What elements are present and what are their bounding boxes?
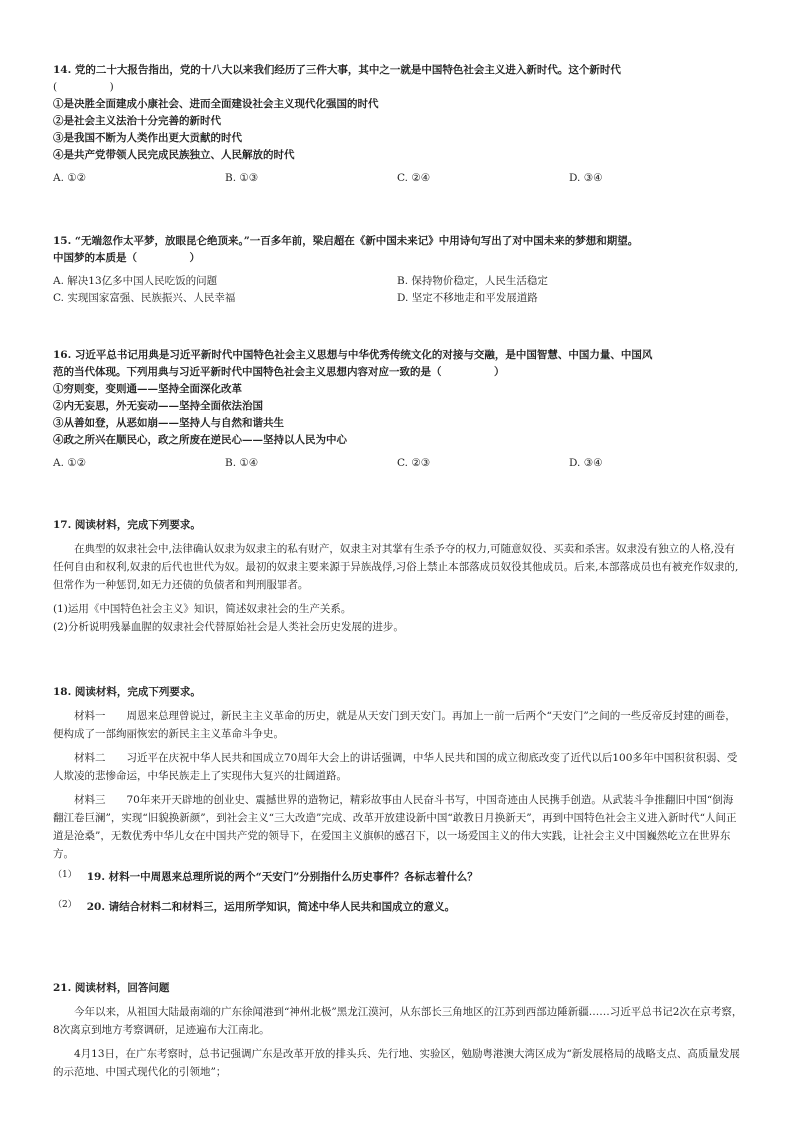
question-14-stem-line2: ( ) [53,81,114,93]
question-18-material-1: 材料一 周恩来总理曾说过，新民主主义革命的历史，就是从天安门到天安门。再加上一前一后两个“天安门”之间的一些反帝反封建的画卷，便构成了一部绚丽恢宏的新民主主义革命斗争史。 [53,710,736,740]
question-15 [53,233,753,307]
question-18-sub-2 [53,899,753,917]
question-16-stem-line1: 16. 习近平总书记用典是习近平新时代中国特色社会主义思想与中华优秀传统文化的对接与交融，是中国智慧、中国力量、中国风 [53,349,653,361]
sub-number: （2） [53,900,77,910]
question-17-material: 在典型的奴隶社会中,法律确认奴隶为奴隶主的私有财产，奴隶主对其掌有生杀予夺的权力,可随意奴役、买卖和杀害。奴隶没有独立的人格,没有任何自由和权利,奴隶的后代也世代为奴。最初的奴隶主要来源于异族战俘,习俗上禁止本部落成员奴役其他成员。后来,本部落成员也有被充作奴隶的,但常作为一种惩罚,如无力还债的负债者和判刑服罪者。 [53,543,739,591]
question-15-options-row1 [53,273,753,290]
question-18-stem: 18. 阅读材料，完成下列要求。 [53,686,201,698]
question-15-stem-line1: 15. “无端忽作太平梦，放眼昆仑绝顶来。”一百多年前，梁启超在《新中国未来记》中用诗句写出了对中国未来的梦想和期望。 [53,235,639,247]
question-17-sub-1: (1)运用《中国特色社会主义》知识，简述奴隶社会的生产关系。 [53,603,352,615]
question-16-item-2: ②内无妄思，外无妄动——坚持全面依法治国 [53,400,263,412]
question-18-material-2: 材料二 习近平在庆祝中华人民共和国成立70周年大会上的讲话强调，中华人民共和国的成立彻底改变了近代以后100多年中国积贫积弱、受人欺凌的悲惨命运，中华民族走上了实现伟大复兴的壮阔道路。 [53,752,738,782]
question-16-item-3: ③从善如登，从恶如崩——坚持人与自然和谐共生 [53,417,284,429]
question-16-item-1: ①穷则变，变则通——坚持全面深化改革 [53,383,242,395]
question-17-sub-2: (2)分析说明残暴血腥的奴隶社会代替原始社会是人类社会历史发展的进步。 [53,621,404,633]
question-14 [53,62,753,187]
sub-number: （1） [53,870,77,880]
question-21-stem: 21. 阅读材料，回答问题 [53,982,170,994]
question-14-stem-line1: 14. 党的二十大报告指出，党的十八大以来我们经历了三件大事，其中之一就是中国特色社会主义进入新时代。这个新时代 [53,64,621,76]
option-c[interactable]: C. ②③ [397,457,431,469]
option-d[interactable]: D. 坚定不移地走和平发展道路 [397,292,538,304]
question-16-stem-line2: 范的当代体现。下列用典与习近平新时代中国特色社会主义思想内容对应一致的是（ ） [53,366,505,378]
question-21 [53,980,753,1081]
option-c[interactable]: C. ②④ [397,172,431,184]
option-b[interactable]: B. 保持物价稳定，人民生活稳定 [397,275,548,287]
question-21-paragraph-1: 今年以来，从祖国大陆最南端的广东徐闻港到“神州北极”黑龙江漠河，从东部长三角地区的江苏到西部边陲新疆……习近平总书记2次在京考察，8次离京到地方考察调研，足迹遍布大江南北。 [53,1006,743,1036]
question-17-stem: 17. 阅读材料，完成下列要求。 [53,519,201,531]
option-a[interactable]: A. ①② [53,457,87,469]
question-18 [53,684,753,917]
option-a[interactable]: A. 解决13亿多中国人民吃饭的问题 [53,275,218,287]
question-14-item-2: ②是社会主义法治十分完善的新时代 [53,115,221,127]
sub-text: 19. 材料一中周恩来总理所说的两个“天安门”分别指什么历史事件？各标志着什么？ [86,871,478,883]
question-21-paragraph-2: 4月13日，在广东考察时，总书记强调广东是改革开放的排头兵、先行地、实验区，勉励粤港澳大湾区成为“新发展格局的战略支点、高质量发展的示范地、中国式现代化的引领地”； [53,1048,740,1078]
question-18-material-3: 材料三 70年来开天辟地的创业史、震撼世界的造物记，精彩故事由人民奋斗书写，中国奇迹由人民携手创造。从武装斗争推翻旧中国“倒海翻江卷巨澜”，实现“旧貌换新颜”，到社会主义“三大改造”完成、改革开放建设新中国“敢教日月换新天”，再到中国特色社会主义进入新时代“人间正道是沧桑”，无数优秀中华儿女在中国共产党的领导下，在爱国主义旗帜的感召下，以一场爱国主义的伟大实践，让社会主义中国巍然屹立在世界东方。 [53,794,737,860]
question-14-item-1: ①是决胜全面建成小康社会、进而全面建设社会主义现代化强国的时代 [53,98,379,110]
question-16-options [53,455,753,472]
question-14-options [53,170,753,187]
sub-text: 20. 请结合材料二和材料三，运用所学知识，简述中华人民共和国成立的意义。 [86,901,456,913]
option-d[interactable]: D. ③④ [569,457,603,469]
question-15-options-row2 [53,290,753,307]
question-16 [53,347,753,472]
question-16-item-4: ④政之所兴在顺民心，政之所废在逆民心——坚持以人民为中心 [53,434,347,446]
option-b[interactable]: B. ①④ [225,457,259,469]
question-14-item-3: ③是我国不断为人类作出更大贡献的时代 [53,132,242,144]
question-18-sub-1 [53,869,753,887]
option-b[interactable]: B. ①③ [225,172,259,184]
question-15-stem-line2: 中国梦的本质是（ ） [53,252,200,264]
option-d[interactable]: D. ③④ [569,172,603,184]
question-14-item-4: ④是共产党带领人民完成民族独立、人民解放的时代 [53,149,295,161]
option-c[interactable]: C. 实现国家富强、民族振兴、人民幸福 [53,292,236,304]
question-17 [53,517,753,636]
option-a[interactable]: A. ①② [53,172,87,184]
